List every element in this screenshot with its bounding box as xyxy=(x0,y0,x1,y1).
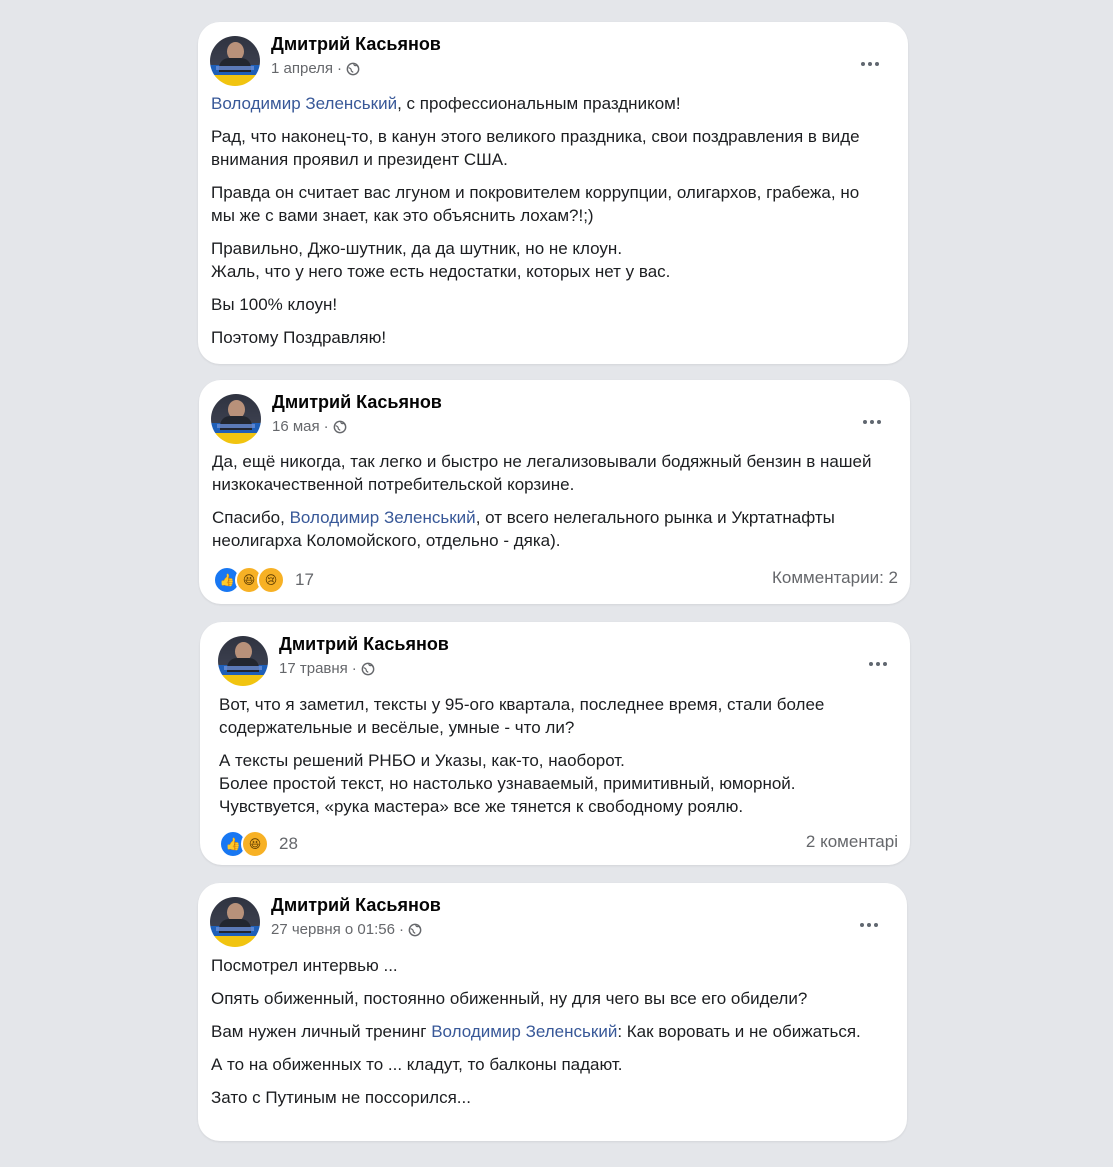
more-options-icon[interactable] xyxy=(851,907,887,943)
post-paragraph: А тексты решений РНБО и Указы, как-то, наоборот. Более простой текст, но настолько узнаваемый, примитивный, юморной. Чувствуется, «рука мастера» все же тянется к свободному роялю. xyxy=(219,751,796,816)
post-header xyxy=(218,632,898,688)
post-meta: 1 апреля · xyxy=(271,60,360,77)
post-paragraph: Посмотрел интервью ... xyxy=(211,956,398,975)
post-date[interactable]: 27 червня о 01:56 xyxy=(271,921,395,938)
post-text xyxy=(219,693,886,828)
post-footer xyxy=(213,564,898,594)
globe-icon xyxy=(333,420,347,434)
post-footer xyxy=(219,828,898,858)
globe-icon xyxy=(346,62,360,76)
post-paragraph: Вот, что я заметил, тексты у 95-ого квартала, последнее время, стали более содержательные и весёлые, умные - что ли? xyxy=(219,695,825,737)
post-paragraph: Рад, что наконец-то, в канун этого великого праздника, свои поздравления в виде внимания проявил и президент США. xyxy=(211,127,860,169)
post-meta: 27 червня о 01:56 · xyxy=(271,921,422,938)
post-paragraph: Вам нужен личный тренинг Володимир Зеленський: Как воровать и не обижаться. xyxy=(211,1022,861,1041)
post-paragraph: Зато с Путиным не поссорился... xyxy=(211,1088,471,1107)
like-icon: 👍 xyxy=(213,566,241,594)
haha-icon: 😆 xyxy=(241,830,269,858)
haha-icon: 😆 xyxy=(235,566,263,594)
author-name[interactable]: Дмитрий Касьянов xyxy=(272,392,442,412)
post-card xyxy=(199,380,910,604)
more-options-icon[interactable] xyxy=(854,404,890,440)
post-paragraph: Поэтому Поздравляю! xyxy=(211,328,387,347)
post-text xyxy=(211,954,883,1119)
author-name[interactable]: Дмитрий Касьянов xyxy=(279,634,449,654)
post-text xyxy=(212,450,886,562)
comments-count-link[interactable]: 2 коментарі xyxy=(805,832,898,851)
post-paragraph: Спасибо, Володимир Зеленський, от всего нелегального рынка и Укртатнафты неолигарха Коломойского, отдельно - дяка). xyxy=(212,508,835,550)
author-name[interactable]: Дмитрий Касьянов xyxy=(271,34,441,54)
post-paragraph: Правильно, Джо-шутник, да да шутник, но не клоун. Жаль, что у него тоже есть недостатки, которых нет у вас. xyxy=(211,239,671,281)
post-card xyxy=(198,883,907,1141)
globe-icon xyxy=(361,662,375,676)
post-paragraph: Да, ещё никогда, так легко и быстро не легализовывали бодяжный бензин в нашей низкокачественной потребительской корзине. xyxy=(212,452,872,494)
author-avatar[interactable] xyxy=(210,36,260,86)
post-card xyxy=(198,22,908,364)
post-meta: 16 мая · xyxy=(272,418,347,435)
reactions-count: 17 xyxy=(295,570,314,589)
author-name[interactable]: Дмитрий Касьянов xyxy=(271,895,441,915)
author-avatar[interactable] xyxy=(211,394,261,444)
sad-icon: 😢 xyxy=(257,566,285,594)
author-avatar[interactable] xyxy=(210,897,260,947)
reactions-summary[interactable] xyxy=(213,566,314,594)
author-avatar[interactable] xyxy=(218,636,268,686)
mention-link[interactable]: Володимир Зеленський xyxy=(289,508,476,527)
post-header xyxy=(210,32,896,88)
post-paragraph: Опять обиженный, постоянно обиженный, ну для чего вы все его обидели? xyxy=(211,989,808,1008)
globe-icon xyxy=(408,923,422,937)
post-header xyxy=(211,390,898,446)
more-options-icon[interactable] xyxy=(852,46,888,82)
mention-link[interactable]: Володимир Зеленський xyxy=(211,94,398,113)
post-paragraph: А то на обиженных то ... кладут, то балконы падают. xyxy=(211,1055,623,1074)
post-date[interactable]: 16 мая xyxy=(272,418,320,435)
more-options-icon[interactable] xyxy=(860,646,896,682)
post-date[interactable]: 17 травня xyxy=(279,660,348,677)
comments-count-link[interactable]: Комментарии: 2 xyxy=(772,568,898,587)
reactions-summary[interactable] xyxy=(219,830,298,858)
post-header xyxy=(210,893,895,949)
like-icon: 👍 xyxy=(219,830,247,858)
reactions-count: 28 xyxy=(279,834,298,853)
mention-link[interactable]: Володимир Зеленський xyxy=(431,1022,618,1041)
post-paragraph: Володимир Зеленський, с профессиональным праздником! xyxy=(211,94,681,113)
post-date[interactable]: 1 апреля xyxy=(271,60,334,77)
post-text xyxy=(211,92,884,359)
post-paragraph: Вы 100% клоун! xyxy=(211,295,338,314)
post-meta: 17 травня · xyxy=(279,660,375,677)
post-card xyxy=(200,622,910,865)
post-paragraph: Правда он считает вас лгуном и покровителем коррупции, олигархов, грабежа, но мы же с вами знает, как это объяснить лохам?!;) xyxy=(211,183,860,225)
